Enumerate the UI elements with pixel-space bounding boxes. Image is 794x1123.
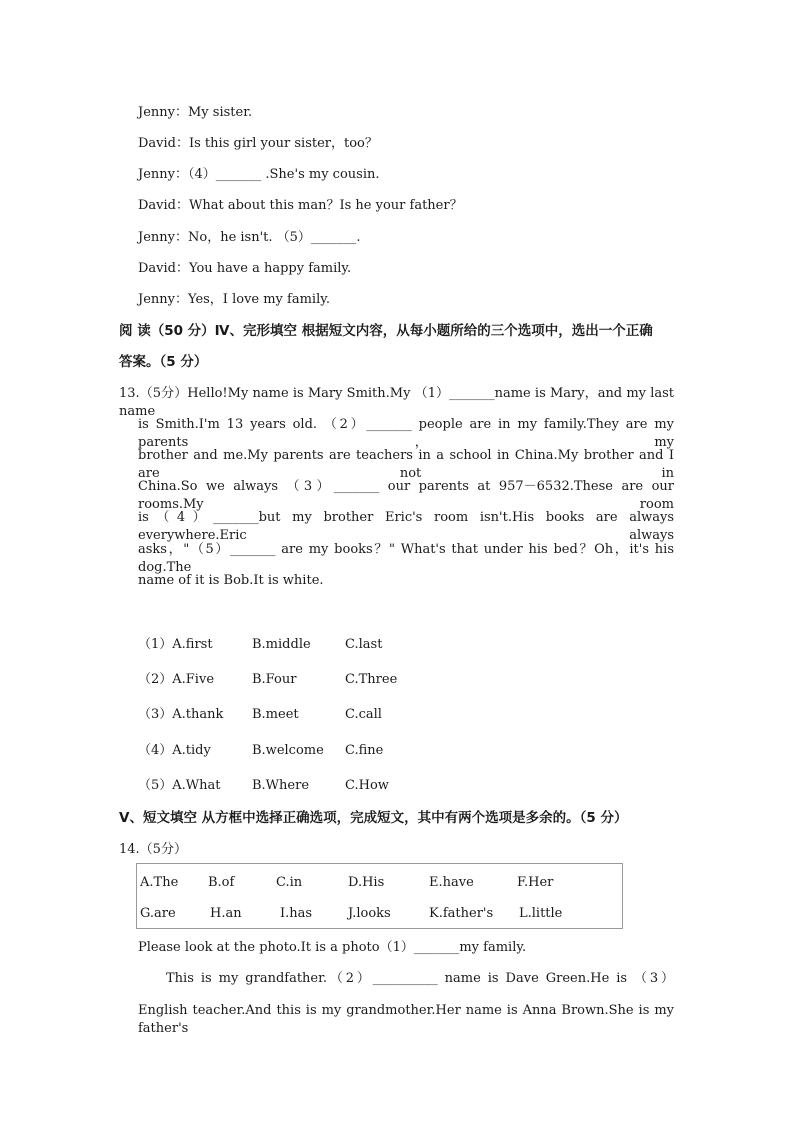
option-5-b: B.Where	[252, 778, 310, 793]
word-box-item: D.His	[348, 875, 385, 890]
word-box-item: J.looks	[348, 906, 391, 921]
option-5-a: （5）A.What	[138, 778, 221, 793]
q14-passage-line-3: English teacher.And this is my grandmother.Her name is Anna Brown.She is my father's	[138, 1003, 674, 1036]
q13-passage-line-2: is Smith.I'm 13 years old. （2）_______ people are in my family.They are my parents，my	[138, 417, 674, 450]
q14-passage-line-2: This is my grandfather.（2）__________ name is Dave Green.He is （3）	[166, 971, 674, 986]
q13-passage-line-1: 13.（5分）Hello!My name is Mary Smith.My （1）_______name is Mary，and my last name	[119, 386, 674, 419]
word-box-item: K.father's	[429, 906, 494, 921]
word-box-item: H.an	[210, 906, 242, 921]
section-reading-heading-line-2: 答案。（5 分）	[119, 354, 208, 370]
word-box	[136, 863, 623, 929]
dialogue-line-6: David：You have a happy family.	[138, 261, 352, 276]
dialogue-line-5: Jenny：No，he isn't. （5）_______.	[138, 230, 361, 245]
dialogue-line-4: David：What about this man？Is he your father？	[138, 198, 463, 213]
dialogue-line-1: Jenny：My sister.	[138, 105, 253, 120]
word-box-item: B.of	[208, 875, 235, 890]
q14-label: 14.（5分）	[119, 842, 187, 857]
option-2-a: （2）A.Five	[138, 672, 215, 687]
dialogue-line-7: Jenny：Yes，I love my family.	[138, 292, 330, 307]
option-3-a: （3）A.thank	[138, 707, 224, 722]
option-1-b: B.middle	[252, 637, 311, 652]
option-3-c: C.call	[345, 707, 382, 722]
section-reading-heading-line-1: 阅 读（50 分）Ⅳ、完形填空 根据短文内容，从每小题所给的三个选项中，选出一个正确	[119, 323, 653, 339]
option-3-b: B.meet	[252, 707, 299, 722]
option-5-c: C.How	[345, 778, 389, 793]
word-box-item: G.are	[140, 906, 176, 921]
q13-passage-line-6: asks，"（5）_______ are my books？" What's that under his bed？Oh，it's his dog.The	[138, 542, 674, 575]
option-1-a: （1）A.first	[138, 637, 213, 652]
option-4-c: C.fine	[345, 743, 384, 758]
option-4-b: B.welcome	[252, 743, 324, 758]
option-1-c: C.last	[345, 637, 383, 652]
option-2-c: C.Three	[345, 672, 398, 687]
option-2-b: B.Four	[252, 672, 297, 687]
dialogue-line-2: David：Is this girl your sister，too？	[138, 136, 378, 151]
option-4-a: （4）A.tidy	[138, 743, 211, 758]
q13-passage-line-7: name of it is Bob.It is white.	[138, 573, 324, 588]
word-box-item: A.The	[140, 875, 179, 890]
dialogue-line-3: Jenny：（4）_______ .She's my cousin.	[138, 167, 380, 182]
q14-passage-line-1: Please look at the photo.It is a photo（1）_______my family.	[138, 940, 527, 955]
q13-passage-line-4: China.So we always （3）_______ our parents at 957－6532.These are our rooms.My room	[138, 479, 674, 512]
word-box-item: E.have	[429, 875, 474, 890]
word-box-item: C.in	[276, 875, 303, 890]
q13-passage-line-3: brother and me.My parents are teachers in a school in China.My brother and I are not in	[138, 448, 674, 481]
section-fill-heading: Ⅴ、短文填空 从方框中选择正确选项，完成短文，其中有两个选项是多余的。（5 分）	[119, 810, 628, 826]
word-box-item: L.little	[519, 906, 563, 921]
word-box-item: F.Her	[517, 875, 554, 890]
q13-passage-line-5: is（4）_______but my brother Eric's room isn't.His books are always everywhere.Eric always	[138, 510, 674, 543]
word-box-item: I.has	[280, 906, 313, 921]
